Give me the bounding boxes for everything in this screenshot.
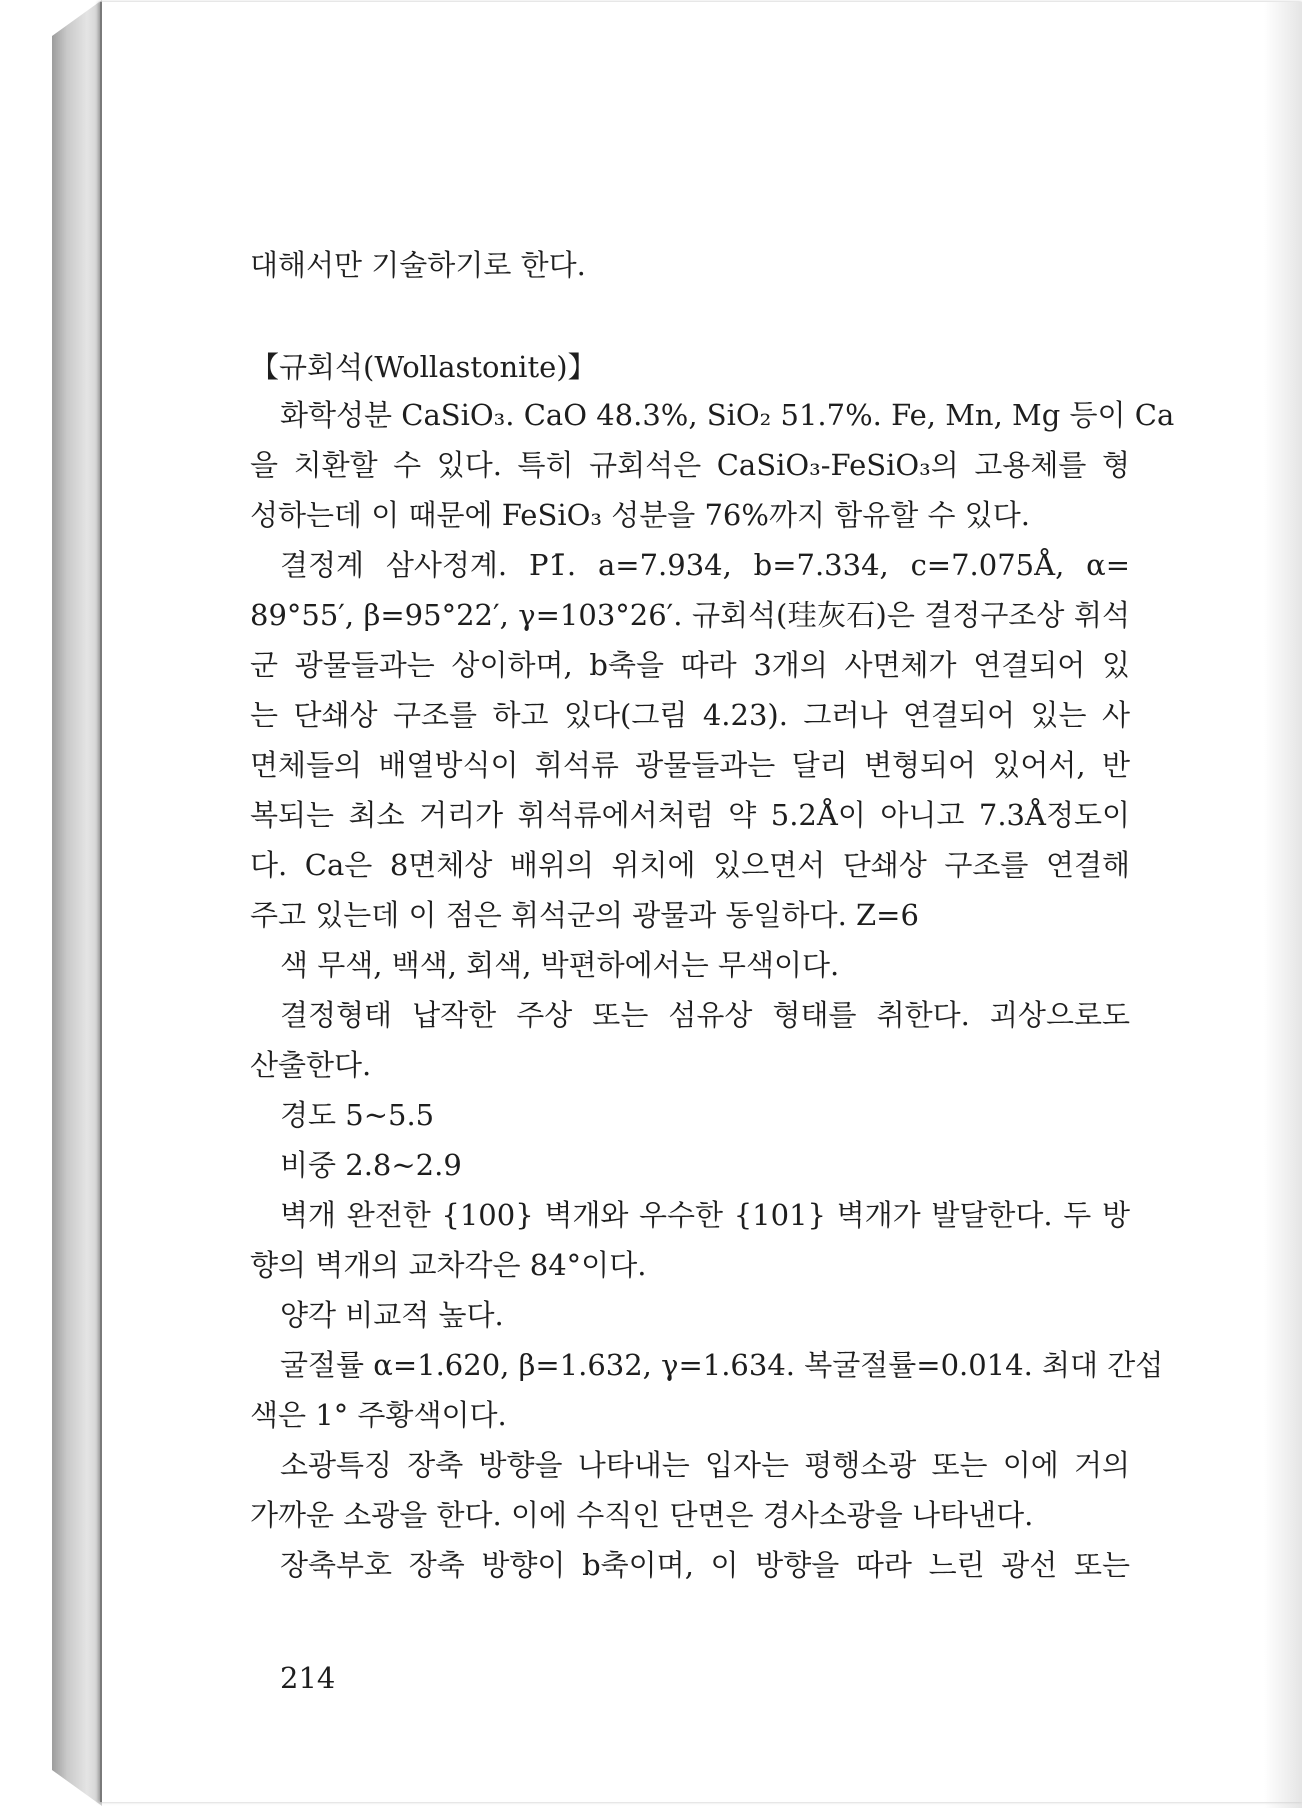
- text-line: 화학성분 CaSiO₃. CaO 48.3%, SiO₂ 51.7%. Fe, Mn, Mg 등이 Ca: [280, 398, 1175, 432]
- text-line: 는 단쇄상 구조를 하고 있다(그림 4.23). 그러나 연결되어 있는 사: [250, 698, 1130, 732]
- text-line: 색은 1° 주황색이다.: [250, 1398, 507, 1432]
- page-gutter-shadow: [1264, 2, 1302, 1808]
- text-line: 장축부호 장축 방향이 b축이며, 이 방향을 따라 느린 광선 또는: [280, 1548, 1130, 1582]
- text-line: 가까운 소광을 한다. 이에 수직인 단면은 경사소광을 나타낸다.: [250, 1498, 1034, 1532]
- text-line: 주고 있는데 이 점은 휘석군의 광물과 동일하다. Z=6: [250, 898, 919, 932]
- text-line: 색 무색, 백색, 회색, 박편하에서는 무색이다.: [280, 948, 840, 982]
- text-line: 89°55′, β=95°22′, γ=103°26′. 규회석(珪灰石)은 결정구조상 휘석: [250, 598, 1130, 632]
- text-line: 경도 5~5.5: [280, 1098, 435, 1132]
- text-line: 향의 벽개의 교차각은 84°이다.: [250, 1248, 647, 1282]
- text-line: 결정형태 납작한 주상 또는 섬유상 형태를 취한다. 괴상으로도: [280, 998, 1130, 1032]
- text-line: 군 광물들과는 상이하며, b축을 따라 3개의 사면체가 연결되어 있: [250, 648, 1130, 682]
- text-line: 성하는데 이 때문에 FeSiO₃ 성분을 76%까지 함유할 수 있다.: [250, 498, 1030, 532]
- text-line: 굴절률 α=1.620, β=1.632, γ=1.634. 복굴절률=0.014. 최대 간섭: [280, 1348, 1164, 1382]
- text-line: 대해서만 기술하기로 한다.: [250, 248, 586, 282]
- text-line: 다. Ca은 8면체상 배위의 위치에 있으면서 단쇄상 구조를 연결해: [250, 848, 1130, 882]
- text-line: 벽개 완전한 {100} 벽개와 우수한 {101} 벽개가 발달한다. 두 방: [280, 1198, 1130, 1232]
- text-line: 복되는 최소 거리가 휘석류에서처럼 약 5.2Å이 아니고 7.3Å정도이: [250, 798, 1130, 832]
- section-heading: 【규회석(Wollastonite)】: [250, 350, 597, 384]
- text-line: 결정계 삼사정계. P1̄. a=7.934, b=7.334, c=7.075Å, α=: [280, 548, 1130, 582]
- text-line: 면체들의 배열방식이 휘석류 광물들과는 달리 변형되어 있어서, 반: [250, 748, 1130, 782]
- text-line: 비중 2.8~2.9: [280, 1148, 462, 1182]
- text-line: 을 치환할 수 있다. 특히 규회석은 CaSiO₃-FeSiO₃의 고용체를 형: [250, 448, 1130, 482]
- book-edge: [52, 0, 102, 1806]
- text-line: 소광특징 장축 방향을 나타내는 입자는 평행소광 또는 이에 거의: [280, 1448, 1130, 1482]
- text-line: 산출한다.: [250, 1048, 372, 1082]
- text-line: 양각 비교적 높다.: [280, 1298, 504, 1332]
- page-number: 214: [280, 1661, 336, 1695]
